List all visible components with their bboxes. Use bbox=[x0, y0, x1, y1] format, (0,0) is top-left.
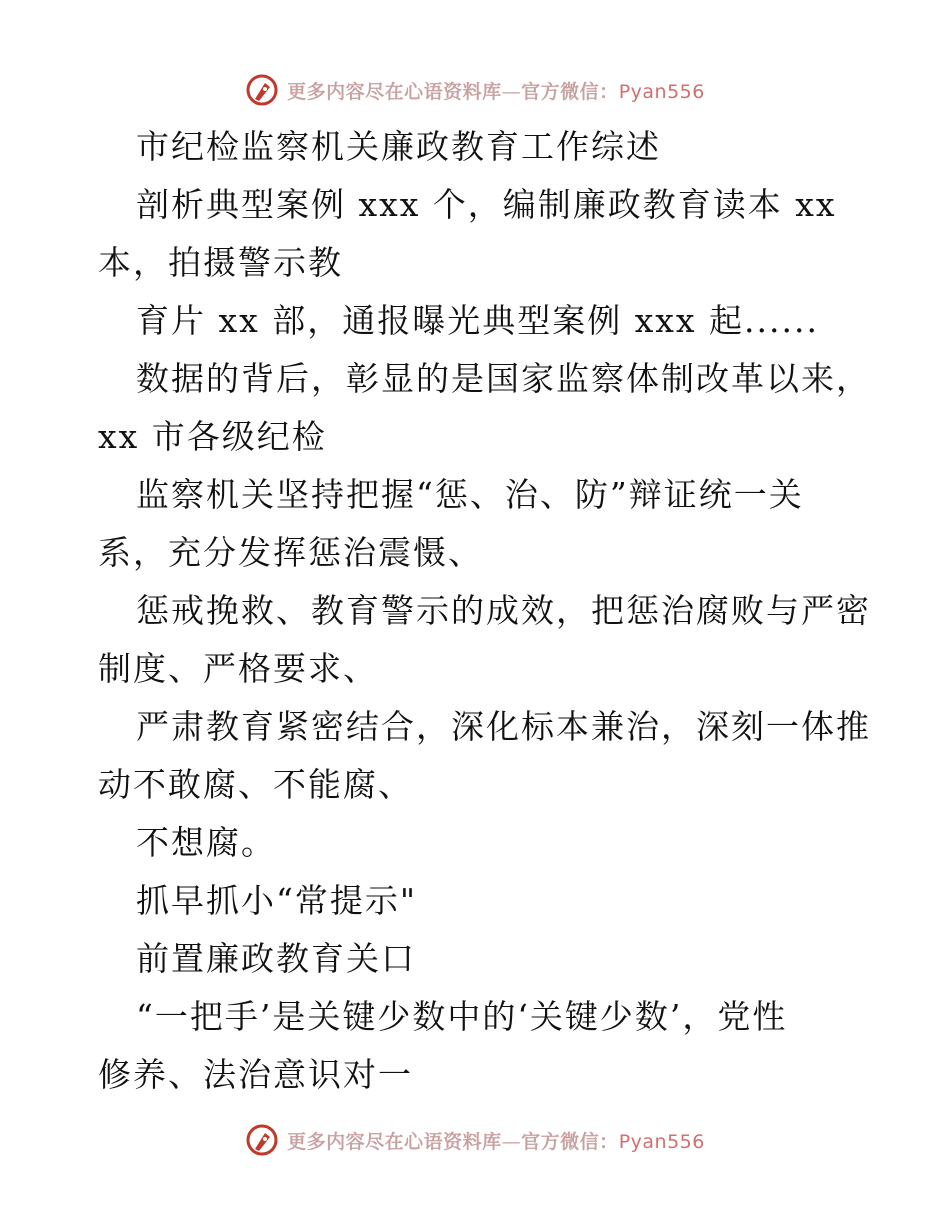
paragraph-line: 监察机关坚持把握“惩、治、防”辩证统一关 bbox=[136, 475, 804, 514]
watermark-text: 更多内容尽在心语资料库—官方微信：Pyan556 bbox=[287, 80, 705, 103]
pen-nib-logo-icon bbox=[245, 1123, 279, 1157]
paragraph-line: 系，充分发挥惩治震慑、 bbox=[98, 533, 483, 572]
document-body bbox=[98, 118, 871, 1104]
paragraph-line: 制度、严格要求、 bbox=[98, 649, 378, 688]
footer-watermark bbox=[0, 1120, 950, 1160]
paragraph-line: 严肃教育紧密结合，深化标本兼治，深刻一体推 bbox=[136, 707, 871, 746]
header-watermark bbox=[0, 70, 950, 110]
paragraph-line: 修养、法治意识对一 bbox=[98, 1055, 413, 1094]
watermark-text: 更多内容尽在心语资料库—官方微信：Pyan556 bbox=[287, 1130, 705, 1153]
paragraph-line: 育片 xx 部，通报曝光典型案例 xxx 起...... bbox=[136, 301, 819, 340]
section-subheading: 前置廉政教育关口 bbox=[136, 939, 416, 978]
paragraph-line: “一把手’是关键少数中的‘关键少数’，党性 bbox=[136, 997, 788, 1036]
paragraph-line: xx 市各级纪检 bbox=[98, 417, 327, 456]
paragraph-line: 不想腐。 bbox=[136, 823, 276, 862]
paragraph-line: 动不敢腐、不能腐、 bbox=[98, 765, 413, 804]
paragraph-line: 数据的背后，彰显的是国家监察体制改革以来， bbox=[136, 359, 871, 398]
section-heading: 抓早抓小“常提示" bbox=[136, 881, 418, 920]
document-title: 市纪检监察机关廉政教育工作综述 bbox=[136, 127, 661, 166]
paragraph-line: 惩戒挽救、教育警示的成效，把惩治腐败与严密 bbox=[136, 591, 871, 630]
pen-nib-logo-icon bbox=[245, 73, 279, 107]
paragraph-line: 剖析典型案例 xxx 个，编制廉政教育读本 xx bbox=[136, 185, 837, 224]
paragraph-line: 本，拍摄警示教 bbox=[98, 243, 343, 282]
